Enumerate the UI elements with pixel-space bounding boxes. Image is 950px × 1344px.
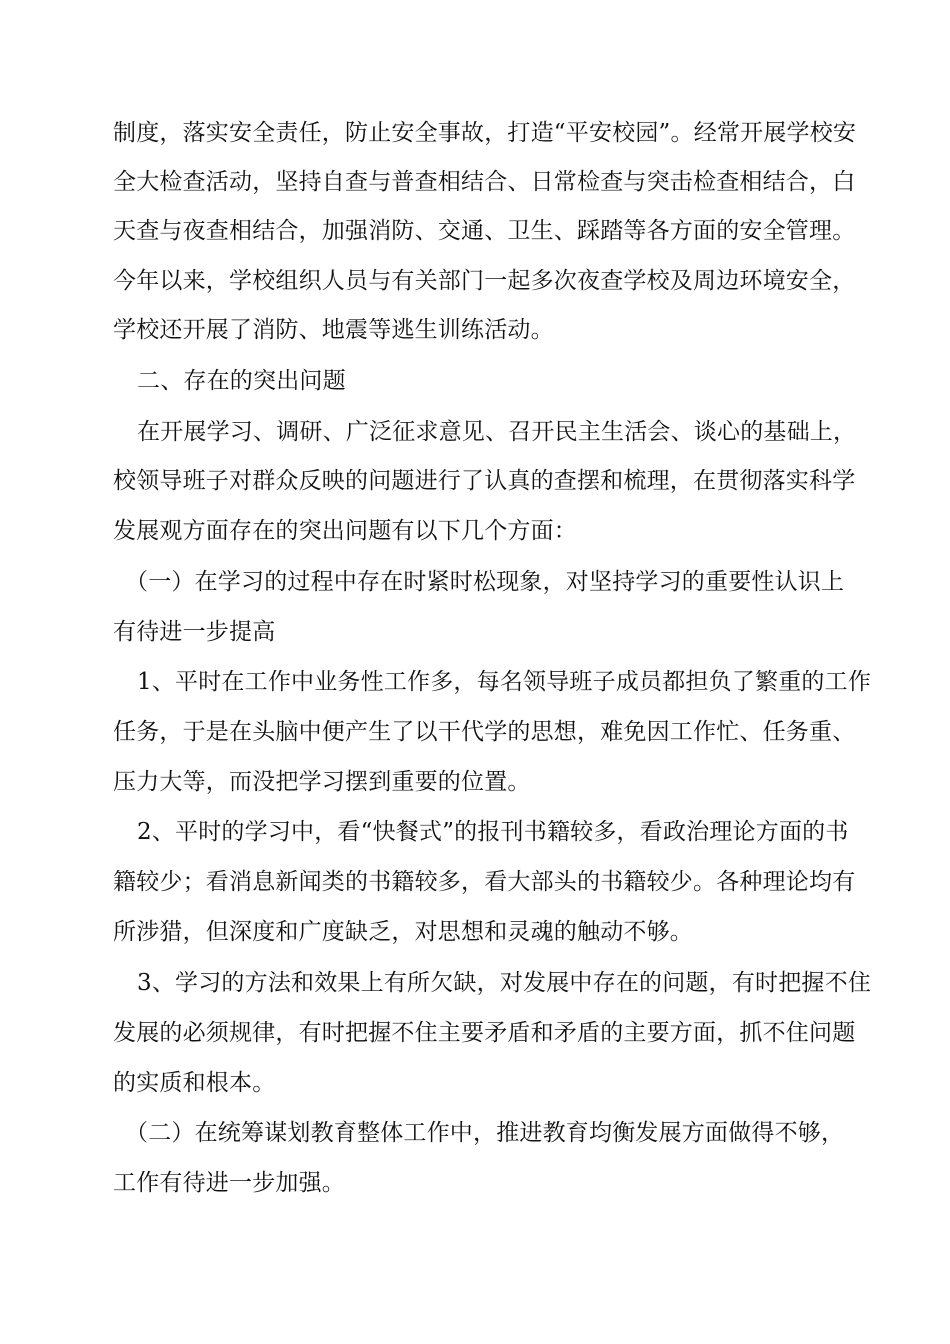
text-line: 工作有待进一步加强。	[113, 1170, 345, 1196]
text-line: 天查与夜查相结合，加强消防、交通、卫生、踩踏等各方面的安全管理。	[113, 218, 856, 244]
text-line: 压力大等，而没把学习摆到重要的位置。	[113, 769, 531, 795]
text-line: 籍较少；看消息新闻类的书籍较多，看大部头的书籍较少。各种理论均有	[113, 869, 856, 895]
text-line: 学校还开展了消防、地震等逃生训练活动。	[113, 317, 554, 343]
text-line: 的实质和根本。	[113, 1070, 276, 1096]
text-line: 发展观方面存在的突出问题有以下几个方面：	[113, 518, 577, 544]
text-line: 所涉猎，但深度和广度缺乏，对思想和灵魂的触动不够。	[113, 919, 693, 945]
text-line: 校领导班子对群众反映的问题进行了认真的查摆和梳理，在贯彻落实科学	[113, 468, 856, 494]
subsection-heading: （二）在统筹谋划教育整体工作中，推进教育均衡发展方面做得不够，	[125, 1120, 845, 1146]
text-line: 3、学习的方法和效果上有所欠缺，对发展中存在的问题，有时把握不住	[137, 970, 872, 996]
text-line: 发展的必须规律，有时把握不住主要矛盾和矛盾的主要方面，抓不住问题	[113, 1020, 856, 1046]
text-line: 今年以来，学校组织人员与有关部门一起多次夜查学校及周边环境安全，	[113, 268, 856, 294]
text-line: 制度，落实安全责任，防止安全事故，打造“平安校园”。经常开展学校安	[113, 120, 857, 146]
text-line: 任务，于是在头脑中便产生了以干代学的思想，难免因工作忙、任务重、	[113, 719, 856, 745]
text-line: 1、平时在工作中业务性工作多，每名领导班子成员都担负了繁重的工作	[137, 669, 872, 695]
text-line: 全大检查活动，坚持自查与普查相结合、日常检查与突击检查相结合，白	[113, 169, 856, 195]
text-line: 有待进一步提高	[113, 619, 276, 645]
section-heading: 二、存在的突出问题	[137, 368, 346, 394]
text-line: 2、平时的学习中，看“快餐式”的报刊书籍较多，看政治理论方面的书	[137, 819, 849, 845]
subsection-heading: （一）在学习的过程中存在时紧时松现象，对坚持学习的重要性认识上	[125, 569, 845, 595]
text-line: 在开展学习、调研、广泛征求意见、召开民主生活会、谈心的基础上，	[137, 419, 857, 445]
